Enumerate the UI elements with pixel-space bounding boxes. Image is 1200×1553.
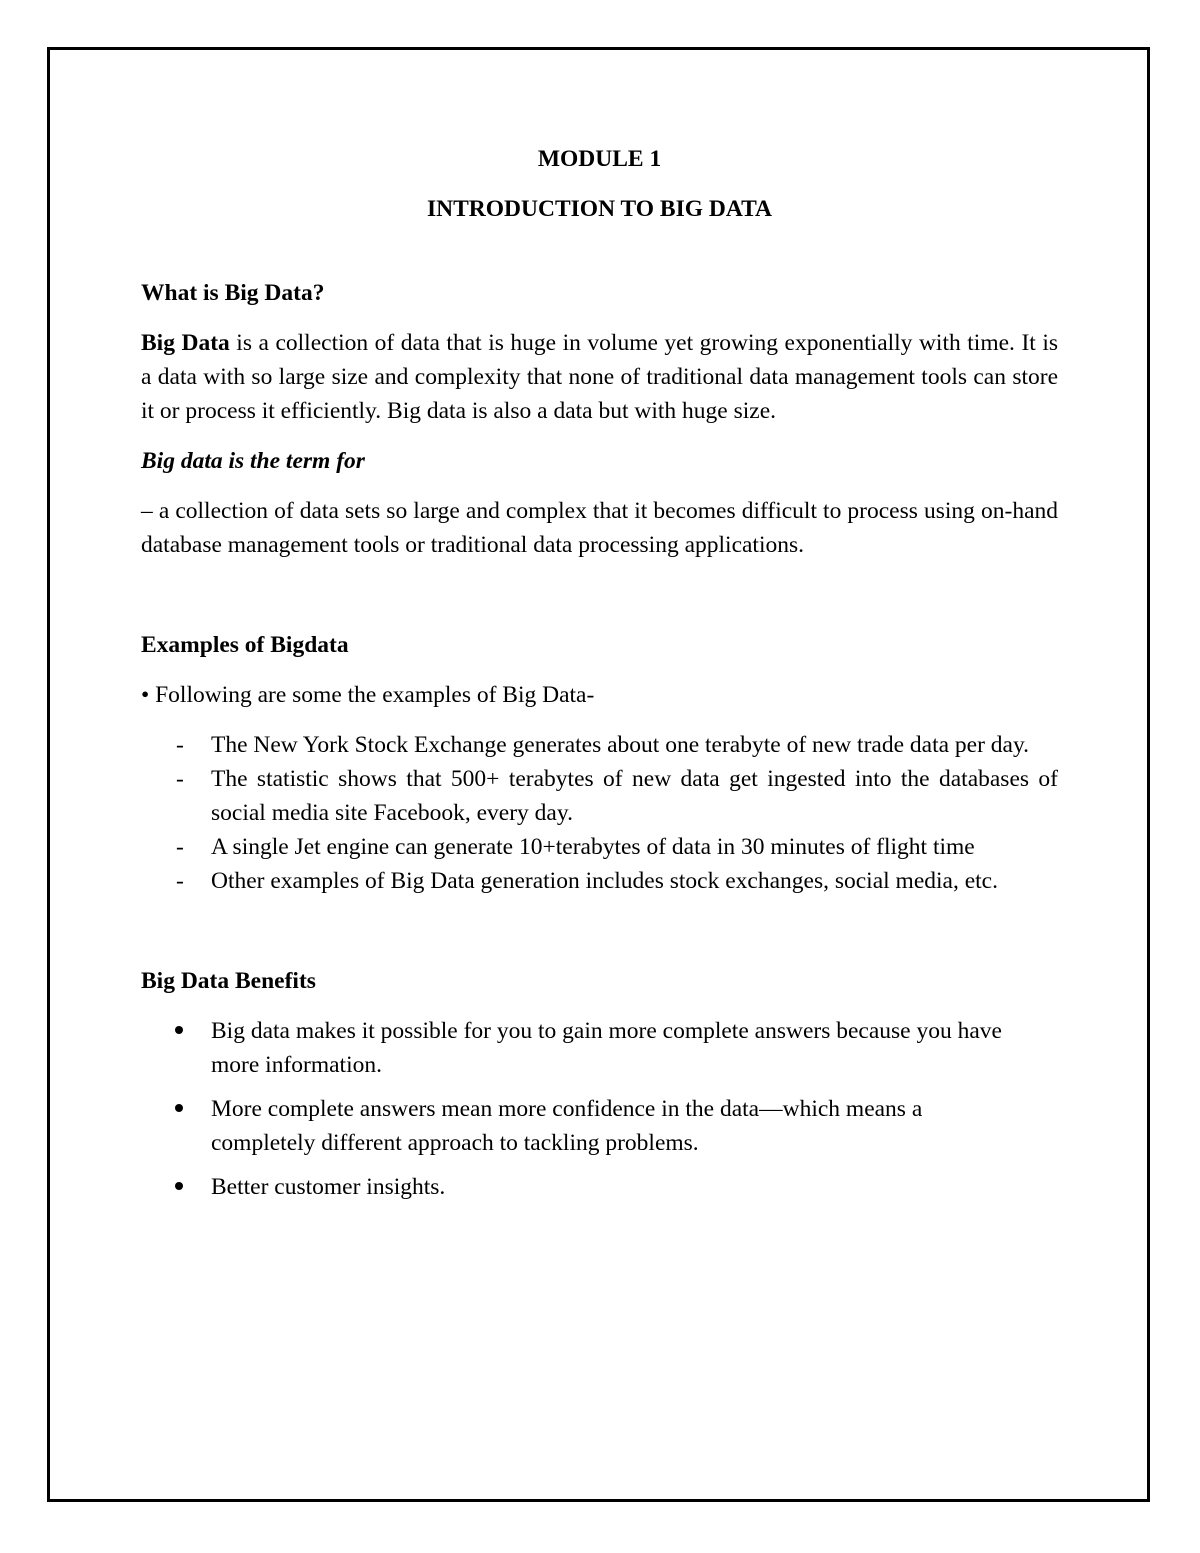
list-item xyxy=(176,864,1058,898)
example-text: The New York Stock Exchange generates about one terabyte of new trade data per day. xyxy=(211,732,1030,758)
benefit-text: Better customer insights. xyxy=(211,1174,446,1200)
benefits-heading: Big Data Benefits xyxy=(141,968,316,994)
definition-paragraph xyxy=(141,326,1058,428)
bullet-icon xyxy=(175,1026,183,1034)
bullet-icon xyxy=(175,1104,183,1112)
benefit-text: Big data makes it possible for you to gain more complete answers because you have more information. xyxy=(211,1018,1002,1078)
module-title: INTRODUCTION TO BIG DATA xyxy=(427,196,772,222)
list-item xyxy=(176,830,1058,864)
example-text: A single Jet engine can generate 10+terabytes of data in 30 minutes of flight time xyxy=(211,834,975,860)
example-text: Other examples of Big Data generation includes stock exchanges, social media, etc. xyxy=(211,868,998,894)
benefits-list xyxy=(141,1014,1031,1204)
list-item xyxy=(176,762,1058,830)
module-number: MODULE 1 xyxy=(537,146,662,172)
examples-intro: • Following are some the examples of Big Data- xyxy=(141,682,595,708)
bullet-icon xyxy=(175,1182,183,1190)
definition-term: Big Data xyxy=(141,330,230,356)
document-body xyxy=(141,140,1058,1214)
examples-list xyxy=(141,728,1058,898)
dash-marker: - xyxy=(176,732,184,758)
what-is-heading: What is Big Data? xyxy=(141,280,325,306)
list-item xyxy=(211,1014,1031,1082)
term-for-heading: Big data is the term for xyxy=(141,448,365,474)
list-item xyxy=(211,1092,1031,1160)
term-for-paragraph: – a collection of data sets so large and complex that it becomes difficult to process using on-hand database management tools or traditional data processing applications. xyxy=(141,498,1058,558)
dash-marker: - xyxy=(176,766,184,792)
dash-marker: - xyxy=(176,868,184,894)
benefit-text: More complete answers mean more confidence in the data—which means a completely different approach to tackling problems. xyxy=(211,1096,923,1156)
dash-marker: - xyxy=(176,834,184,860)
definition-text: is a collection of data that is huge in volume yet growing exponentially with time. It is a data with so large size and complexity that none of traditional data management tools can store it or process it efficiently. Big data is also a data but with huge size. xyxy=(141,330,1059,424)
example-text: The statistic shows that 500+ terabytes of new data get ingested into the databases of social media site Facebook, every day. xyxy=(211,766,1058,826)
list-item xyxy=(211,1170,1031,1204)
list-item xyxy=(176,728,1058,762)
examples-heading: Examples of Bigdata xyxy=(141,632,349,658)
